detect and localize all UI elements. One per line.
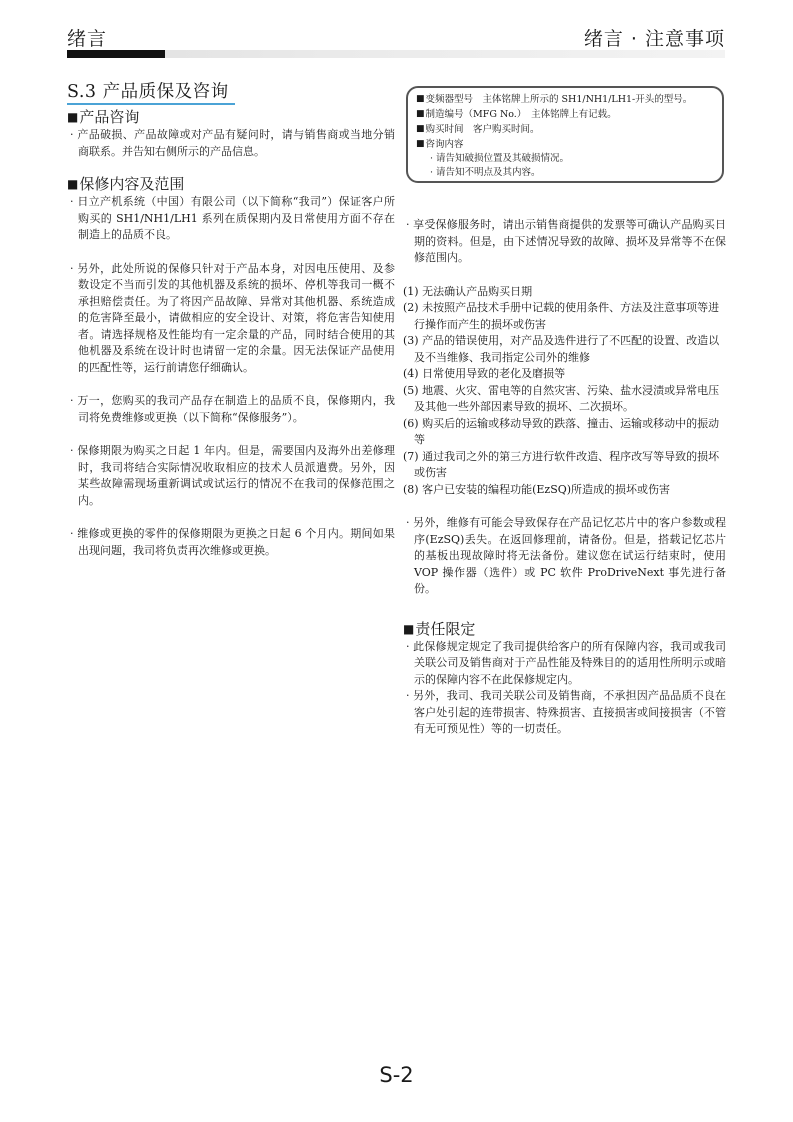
header-chapter-left: 绪言 (67, 28, 108, 50)
right-column (403, 217, 726, 738)
square-bullet-icon: ■ (67, 110, 79, 124)
warranty-paragraph-3: · 万一，您购买的我司产品存在制造上的品质不良，保修期内，我司将免费维修或更换（以下简称“保修服务”）。 (70, 394, 395, 424)
header-rule-accent (67, 50, 165, 58)
list-item: (3) 产品的错误使用，对产品及选件进行了不匹配的设置、改造以及不当维修、我司指定公司外的维修 (403, 334, 720, 364)
warranty-heading (67, 175, 395, 194)
consult-heading-label: 产品咨询 (79, 108, 140, 126)
warranty-paragraph-4: · 保修期限为购买之日起 1 年内。但是，需要国内及海外出差修理时，我司将结合实际情况收取相应的技术人员派遣费。另外，因某些故障需现场重新调试或试运行的情况不在我司的保修范围之内。 (70, 444, 395, 507)
info-item: ■制造编号（MFG No.） 主体铭牌上有记载。 (416, 109, 617, 120)
list-item: (1) 无法确认产品购买日期 (403, 284, 533, 298)
warranty-paragraph-2: · 另外，此处所说的保修只针对于产品本身，对因电压使用、及参数设定不当而引发的其他机器及系统的损坏、停机等我司一概不承担赔偿责任。为了将因产品故障、异常对其他机器、系统造成的危害降至最小，请做相应的安全设计、对策，将危害告知使用者。请选择规格及性能均有一定余量的产品，同时结合使用的其他机器及系统在设计时也请留一定的余量。因无法保证产品使用的匹配性等，运行前请您仔细确认。 (70, 261, 395, 374)
info-item: ■咨询内容 (416, 139, 464, 150)
liability-paragraph-1: · 此保修规定规定了我司提供给客户的所有保障内容，我司或我司关联公司及销售商对于产品性能及特殊目的的适用性所明示或暗示的保障内容不在此保修规定内。 (406, 639, 726, 686)
product-info-box (406, 86, 724, 183)
square-bullet-icon: ■ (416, 94, 425, 104)
warranty-paragraph-1: · 日立产机系统（中国）有限公司（以下简称“我司”）保证客户所购买的 SH1/NH1/LH1 系列在质保期内及日常使用方面不存在制造上的品质不良。 (70, 195, 395, 241)
warranty-heading-label: 保修内容及范围 (79, 175, 185, 193)
info-sub-item: · 请告知破损位置及其破损情况。 (430, 153, 570, 164)
list-item: (4) 日常使用导致的老化及磨损等 (403, 367, 566, 380)
liability-heading-label: 责任限定 (415, 619, 476, 638)
square-bullet-icon: ■ (416, 109, 425, 119)
exclusion-list (403, 284, 726, 499)
page-number: S-2 (379, 1063, 414, 1087)
liability-heading (403, 620, 726, 639)
left-column (67, 81, 395, 559)
section-title: S.3 产品质保及咨询 (67, 81, 235, 105)
info-item: ■购买时间 客户购买时间。 (416, 124, 540, 135)
list-item: (5) 地震、火灾、雷电等的自然灾害、污染、盐水浸渍或异常电压及其他一些外部因素导致的损坏、二次损坏。 (403, 383, 720, 413)
list-item: (2) 未按照产品技术手册中记载的使用条件、方法及注意事项等进行操作而产生的损坏或伤害 (403, 301, 720, 331)
list-item: (6) 购买后的运输或移动导致的跌落、撞击、运输或移动中的振动等 (403, 416, 720, 446)
liability-paragraph-2: · 另外，我司、我司关联公司及销售商，不承担因产品品质不良在客户处引起的连带损害、特殊损害、直接损害或间接损害（不管有无可预见性）等的一切责任。 (406, 689, 726, 735)
service-intro: · 享受保修服务时，请出示销售商提供的发票等可确认产品购买日期的资料。但是，由下述情况导致的故障、损坏及异常等不在保修范围内。 (406, 218, 726, 264)
consult-text: · 产品破损、产品故障或对产品有疑问时，请与销售商或当地分销商联系。并告知右侧所示的产品信息。 (70, 128, 395, 158)
square-bullet-icon: ■ (67, 177, 79, 191)
consult-heading (67, 108, 395, 127)
info-item: ■变频器型号 主体铭牌上所示的 SH1/NH1/LH1-开头的型号。 (416, 94, 693, 105)
warranty-paragraph-5: · 维修或更换的零件的保修期限为更换之日起 6 个月内。期间如果出现问题，我司将负责再次维修或更换。 (70, 527, 395, 557)
header-rule (67, 50, 725, 58)
square-bullet-icon: ■ (416, 139, 425, 149)
list-item: (7) 通过我司之外的第三方进行软件改造、程序改写等导致的损坏或伤害 (403, 449, 720, 479)
header-chapter-right: 绪言 · 注意事项 (583, 28, 725, 50)
list-item: (8) 客户已安装的编程功能(EzSQ)所造成的损坏或伤害 (403, 482, 671, 496)
square-bullet-icon: ■ (403, 621, 415, 636)
backup-note: · 另外，维修有可能会导致保存在产品记忆芯片中的客户参数或程序(EzSQ)丢失。在返回修理前，请备份。但是，搭载记忆芯片的基板出现故障时将无法备份。建议您在试运行结束时，使用 VOP 操作器（选件）或 PC 软件 ProDriveNext 事先进行备份。 (406, 516, 726, 595)
square-bullet-icon: ■ (416, 124, 425, 134)
info-sub-item: · 请告知不明点及其内容。 (430, 167, 541, 178)
